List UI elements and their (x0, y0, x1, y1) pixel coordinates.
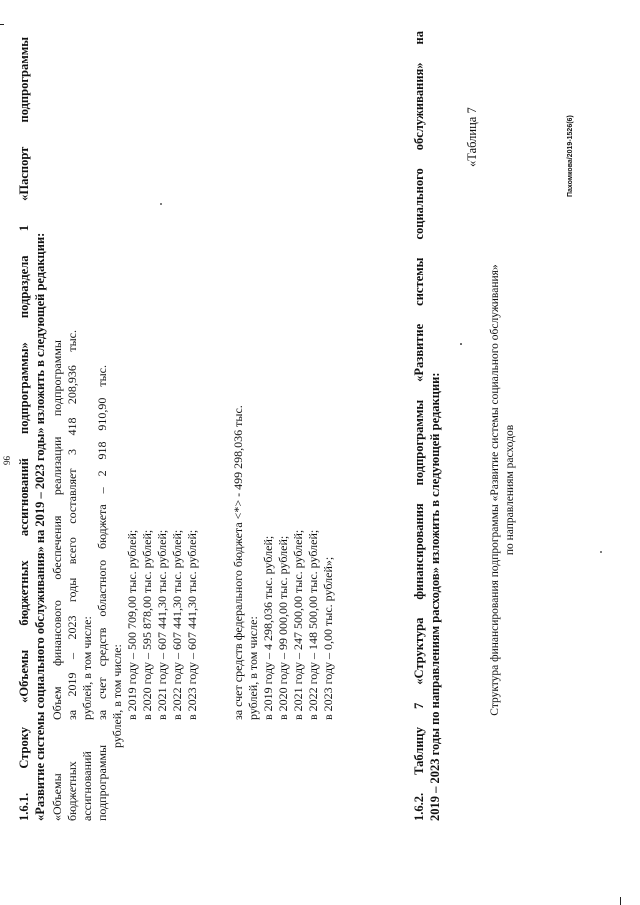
value-line: в 2021 году – 247 500,00 тыс. рублей; (291, 529, 305, 720)
footer-code: Пахомкова/2019-1526(6) (567, 115, 574, 197)
scan-edge-mark (620, 897, 621, 905)
value-line: в 2020 году – 99 000,00 тыс. рублей; (276, 535, 290, 720)
value-line: в 2023 году – 607 441,30 тыс. рублей; (185, 529, 199, 720)
passport-row-values (50, 330, 336, 748)
section-1-6-1-line1: 1.6.1. Строку «Объемы бюджетных ассигнований подпрограммы» подраздела 1 «Паспорт подпрограммы (17, 37, 31, 821)
table-title-line1: Структура финансирования подпрограммы «Развитие системы социального обслуживания» (489, 264, 501, 716)
value-line: в 2020 году – 595 878,00 тыс. рублей; (140, 529, 154, 720)
value-line: в 2022 году – 148 500,00 тыс. рублей; (306, 529, 320, 720)
scan-edge-mark (0, 24, 4, 25)
value-line: за счет средств областного бюджета – 2 918 910,90 тыс. (95, 365, 109, 720)
value-line: Объем финансового обеспечения реализации подпрограммы (50, 340, 64, 720)
page-number: 96 (2, 456, 12, 465)
value-line: в 2019 году – 4 298,036 тыс. рублей; (261, 535, 275, 720)
value-line: за 2019 – 2023 годы всего составляет 3 418 208,936 тыс. (65, 330, 79, 720)
value-line: рублей, в том числе: (80, 616, 94, 720)
table-label: «Таблица 7 (465, 107, 479, 167)
value-line: в 2023 году – 0,00 тыс. рублей»; (321, 556, 335, 720)
value-line: рублей, в том числе: (110, 644, 124, 748)
value-line: в 2021 году – 607 441,30 тыс. рублей; (155, 529, 169, 720)
passport-row-label (50, 745, 110, 821)
value-line (200, 330, 231, 720)
scan-speck (160, 203, 162, 205)
label-line: бюджетных (65, 761, 79, 821)
label-line: ассигнований (80, 751, 94, 821)
value-line: в 2019 году – 500 709,00 тыс. рублей; (125, 529, 139, 720)
section-1-6-2-line2: 2019 – 2023 годы по направлениям расходов» изложить в следующей редакции: (428, 372, 442, 821)
value-line: в 2022 году – 607 441,30 тыс. рублей; (170, 529, 184, 720)
label-line: «Объемы (50, 773, 64, 821)
section-1-6-2-line1: 1.6.2. Таблицу 7 «Структура финансирования подпрограммы «Развитие системы социального обслуживания» на (412, 31, 426, 821)
label-line: подпрограммы (95, 744, 109, 821)
scan-speck (460, 344, 462, 346)
section-1-6-1-line2: «Развитие системы социального обслуживания» на 2019 – 2023 годы» изложить в следующей редакции: (33, 232, 47, 821)
value-line: за счет средств федерального бюджета <*> - 499 298,036 тыс. (231, 405, 245, 720)
table-title-line2: по направлениям расходов (504, 424, 516, 556)
value-line: рублей, в том числе: (246, 616, 260, 720)
scan-speck (600, 551, 602, 553)
